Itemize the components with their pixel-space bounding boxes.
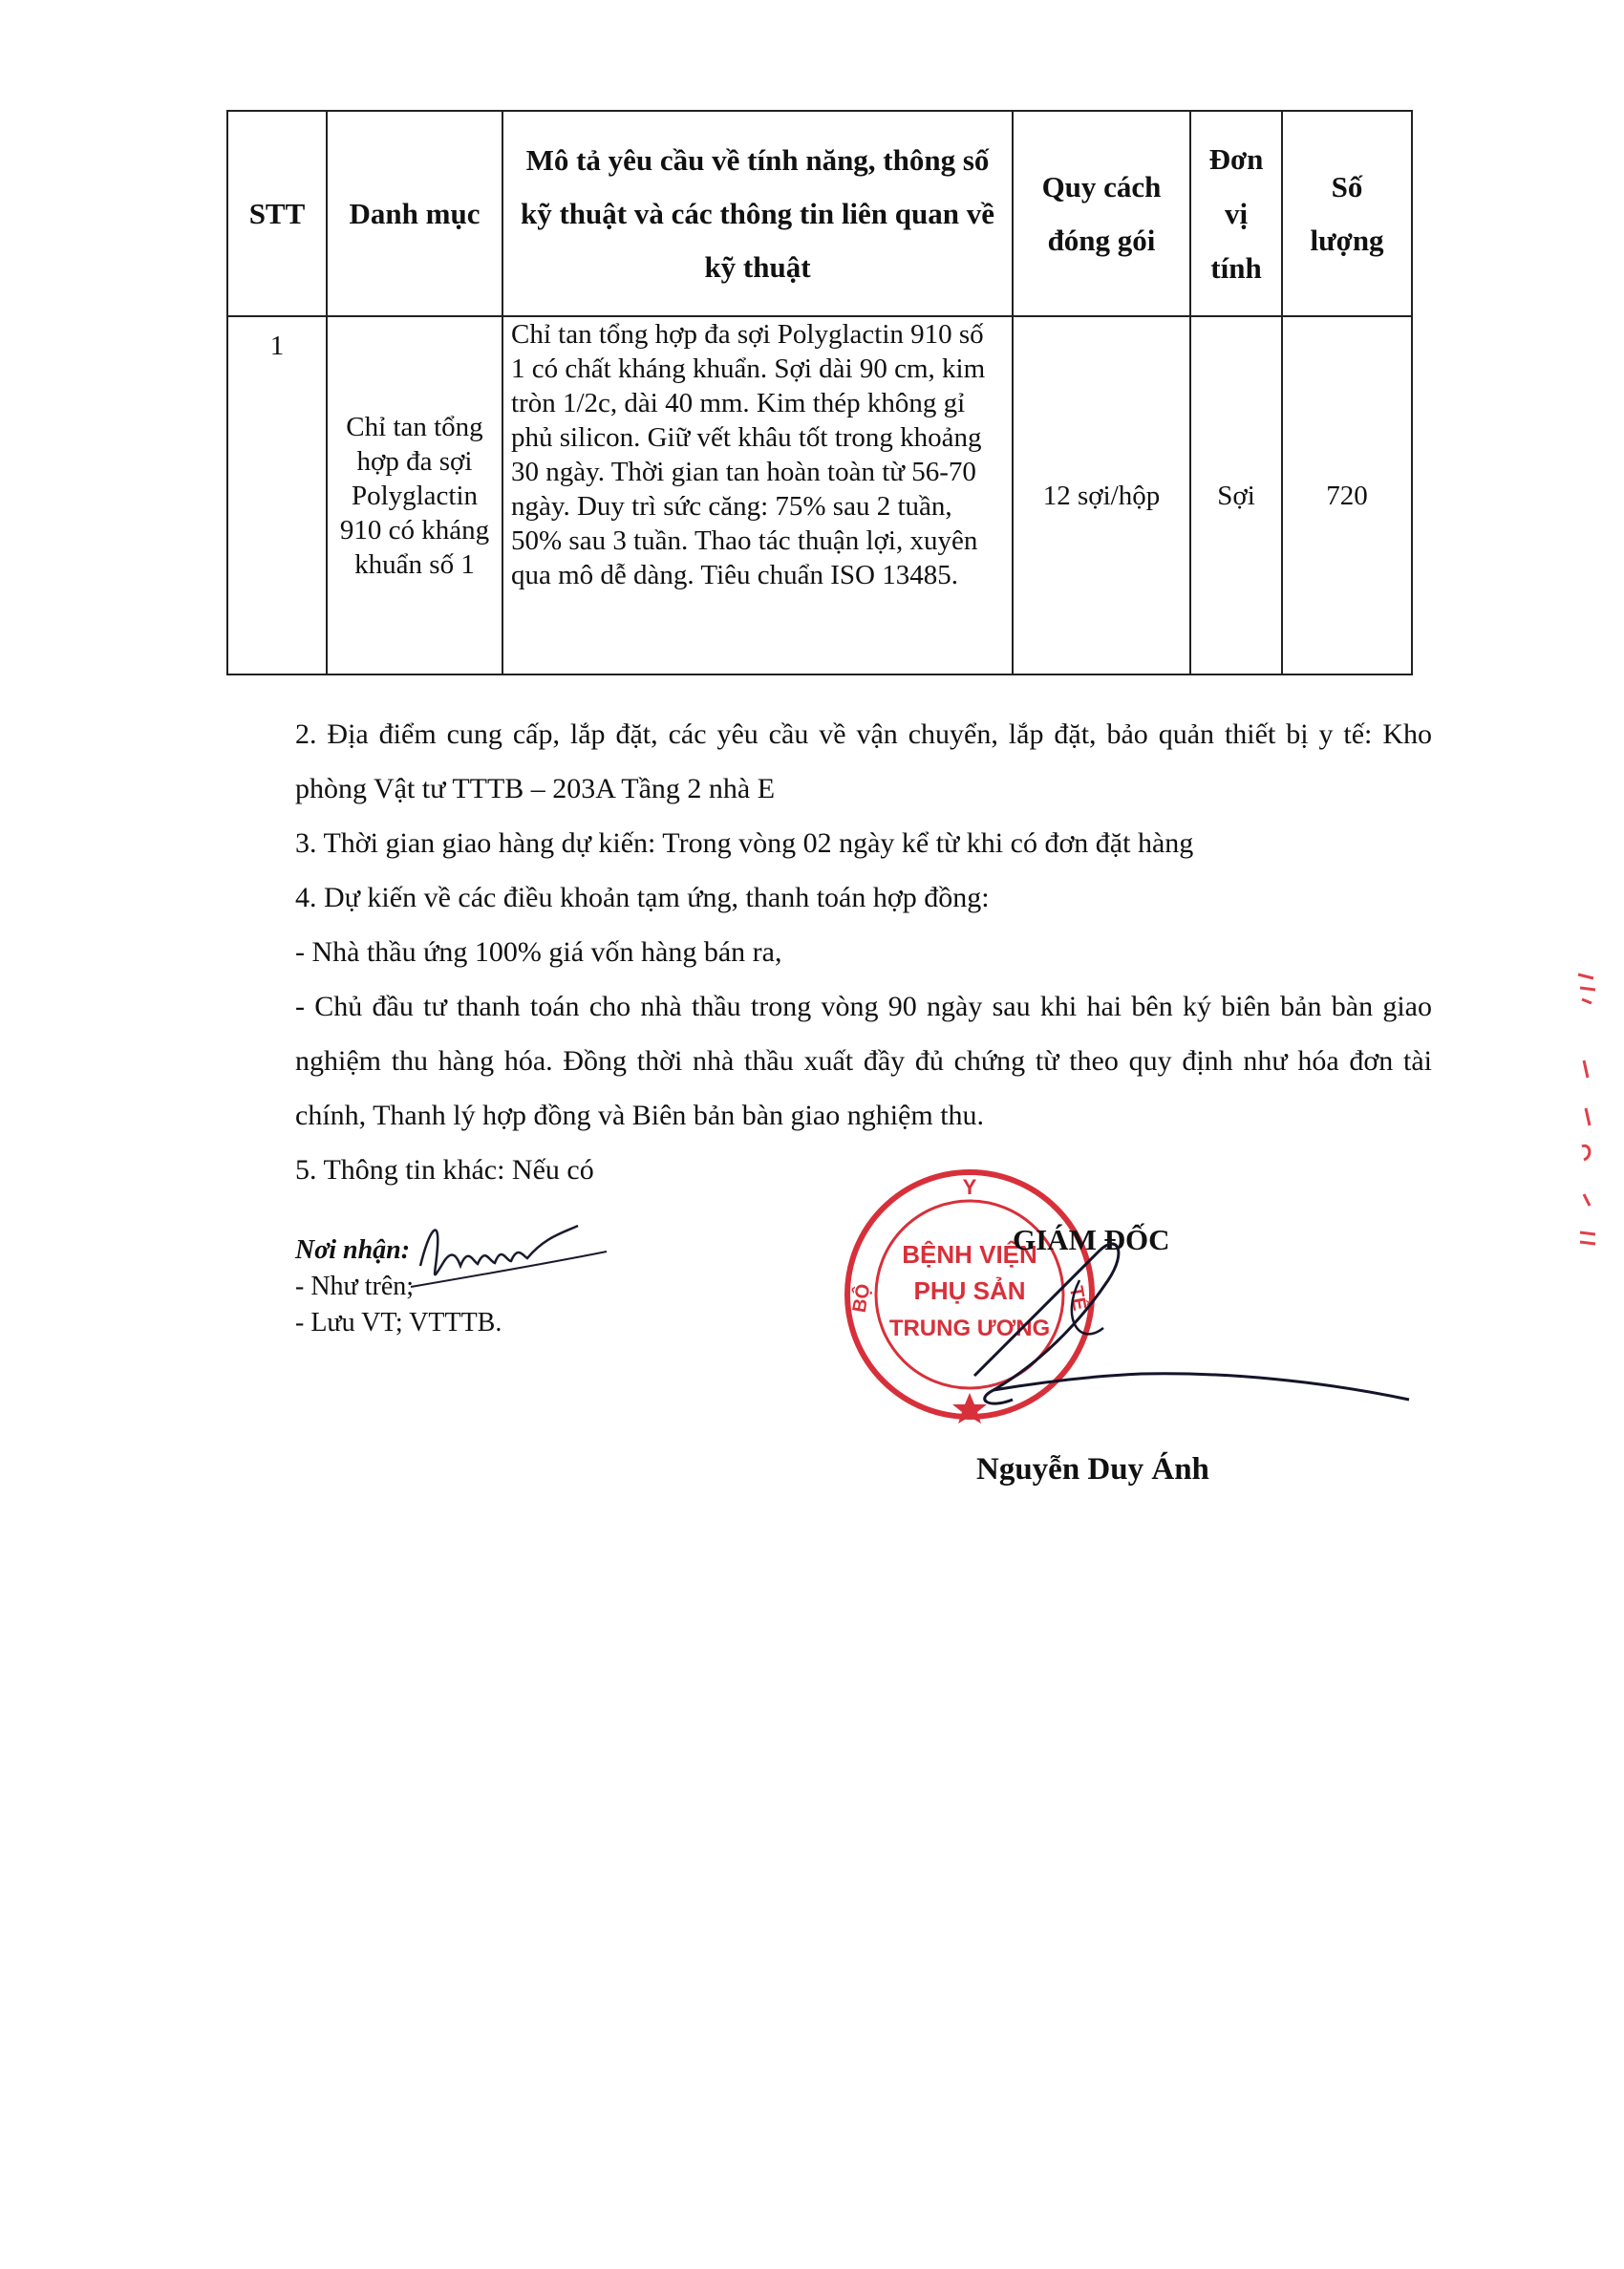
header-quantity <box>1282 111 1412 316</box>
director-signature <box>936 1213 1414 1414</box>
paragraph-delivery-time: 3. Thời gian giao hàng dự kiến: Trong vòng 02 ngày kể từ khi có đơn đặt hàng <box>295 827 1194 859</box>
table-row <box>227 316 1412 674</box>
signature-name: Nguyễn Duy Ánh <box>976 1452 1209 1487</box>
header-unit-line1: Đơn <box>1208 142 1264 176</box>
header-quantity-line2: lượng <box>1310 223 1384 257</box>
table-header-row <box>227 111 1412 316</box>
cell-quantity: 720 <box>1282 316 1412 674</box>
spec-table <box>226 110 1413 675</box>
paragraph-other-info: 5. Thông tin khác: Nếu có <box>295 1154 594 1186</box>
header-unit-line2: vị <box>1224 197 1249 230</box>
cell-unit: Sợi <box>1190 316 1282 674</box>
header-description: Mô tả yêu cầu về tính năng, thông số kỹ thuật và các thông tin liên quan về kỹ thuật <box>502 111 1013 316</box>
seal-left-letter: BỘ <box>848 1282 875 1315</box>
header-category: Danh mục <box>327 111 502 316</box>
margin-scan-marks <box>1567 955 1605 1261</box>
paragraph-payment-terms: 4. Dự kiến về các điều khoản tạm ứng, thanh toán hợp đồng: <box>295 882 990 913</box>
signature-title: GIÁM ĐỐC <box>1013 1223 1170 1256</box>
body-text <box>295 707 1432 1197</box>
header-unit <box>1190 111 1282 316</box>
seal-line2: PHỤ SẢN <box>913 1276 1026 1305</box>
header-unit-line3: tính <box>1210 251 1262 285</box>
seal-line3: TRUNG ƯƠNG <box>888 1316 1051 1341</box>
cell-stt: 1 <box>227 316 327 674</box>
seal-line1: BỆNH VIỆN <box>902 1240 1037 1269</box>
recipients-heading: Nơi nhận: <box>295 1235 411 1265</box>
paragraph-advance: - Nhà thầu ứng 100% giá vốn hàng bán ra, <box>295 936 782 968</box>
header-quantity-line1: Số <box>1331 169 1363 203</box>
header-stt: STT <box>227 111 327 316</box>
seal-right-letter: TẾ <box>1064 1284 1090 1313</box>
cell-packaging: 12 sợi/hộp <box>1013 316 1190 674</box>
recipient-item: - Lưu VT; VTTTB. <box>295 1308 502 1338</box>
seal-top-letter: Y <box>962 1175 977 1199</box>
initials-signature <box>401 1209 621 1314</box>
paragraph-delivery-location: 2. Địa điểm cung cấp, lắp đặt, các yêu cầu về vận chuyển, lắp đặt, bảo quản thiết bị y tế: Kho phòng Vật tư TTTB – 203A Tầng 2 nhà E <box>295 718 1432 804</box>
paragraph-payment: - Chủ đầu tư thanh toán cho nhà thầu trong vòng 90 ngày sau khi hai bên ký biên bản bàn giao nghiệm thu hàng hóa. Đồng thời nhà thầu xuất đầy đủ chứng từ theo quy định như hóa đơn tài chính, Thanh lý hợp đồng và Biên bản bàn giao nghiệm thu. <box>295 991 1432 1131</box>
recipient-item: - Như trên; <box>295 1272 415 1301</box>
header-packaging: Quy cách đóng gói <box>1013 111 1190 316</box>
cell-category: Chỉ tan tổng hợp đa sợi Polyglactin 910 có kháng khuẩn số 1 <box>327 316 502 674</box>
cell-description: Chỉ tan tổng hợp đa sợi Polyglactin 910 số 1 có chất kháng khuẩn. Sợi dài 90 cm, kim tròn 1/2c, dài 40 mm. Kim thép không gỉ phủ silicon. Giữ vết khâu tốt trong khoảng 30 ngày. Thời gian tan hoàn toàn từ 56-70 ngày. Duy trì sức căng: 75% sau 2 tuần, 50% sau 3 tuần. Thao tác thuận lợi, xuyên qua mô dễ dàng. Tiêu chuẩn ISO 13485. <box>502 316 1013 674</box>
